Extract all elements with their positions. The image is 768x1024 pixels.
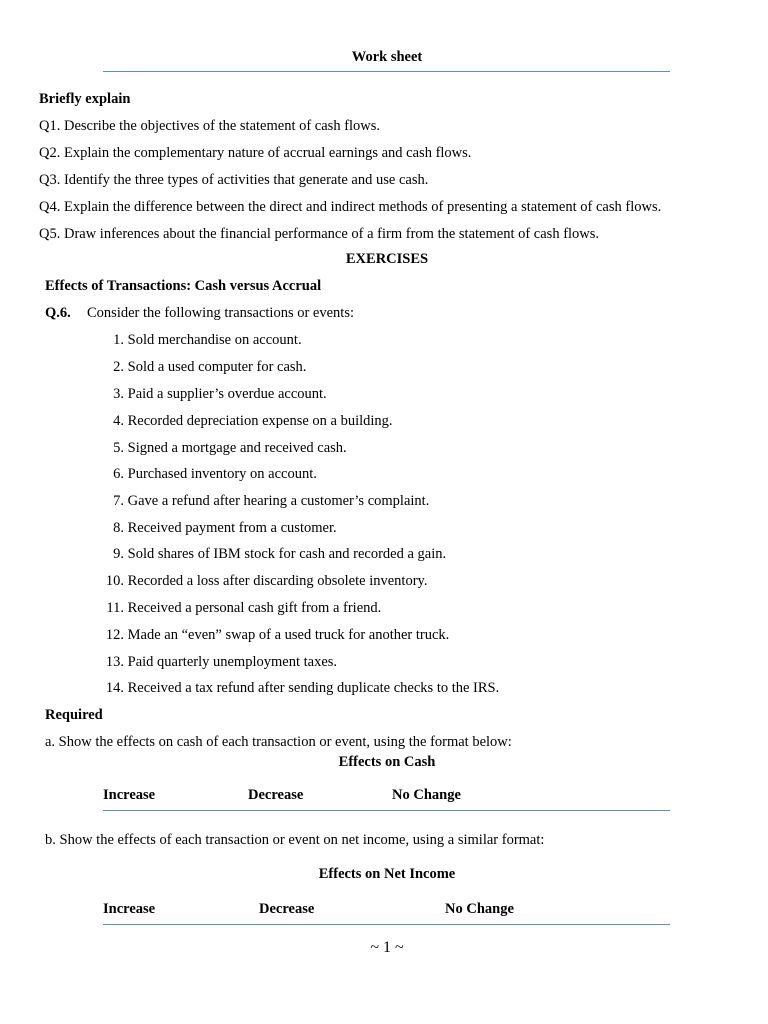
list-item-text: Signed a mortgage and received cash. <box>127 440 347 456</box>
cash-col-decrease: Decrease <box>248 787 304 803</box>
question-5: Q5. Draw inferences about the financial performance of a firm from the statement of cash flows. <box>39 226 600 242</box>
list-item-text: Recorded depreciation expense on a building. <box>127 413 393 429</box>
briefly-heading: Briefly explain <box>39 91 131 107</box>
list-item-text: Recorded a loss after discarding obsolete inventory. <box>127 573 428 589</box>
question-1: Q1. Describe the objectives of the statement of cash flows. <box>39 118 381 134</box>
q6-label: Q.6. <box>45 305 71 321</box>
list-item-number: 1. <box>113 332 124 348</box>
title-divider <box>103 71 670 72</box>
question-2: Q2. Explain the complementary nature of accrual earnings and cash flows. <box>39 145 472 161</box>
cash-table-title: Effects on Cash <box>338 754 436 770</box>
list-item-number: 5. <box>113 440 124 456</box>
list-item-text: Made an “even” swap of a used truck for another truck. <box>127 627 450 643</box>
income-col-decrease: Decrease <box>259 901 315 917</box>
list-item-number: 9. <box>113 546 124 562</box>
list-item-number: 14. <box>105 680 124 696</box>
page-title: Work sheet <box>351 49 423 65</box>
list-item-number: 10. <box>105 573 124 589</box>
page-number: ~ 1 ~ <box>370 939 404 956</box>
required-b-text: b. Show the effects of each transaction or event on net income, using a similar format: <box>45 832 545 848</box>
list-item-text: Sold merchandise on account. <box>127 332 302 348</box>
list-item-text: Paid quarterly unemployment taxes. <box>127 654 338 670</box>
list-item-number: 6. <box>113 466 124 482</box>
income-col-no-change: No Change <box>445 901 514 917</box>
cash-col-no-change: No Change <box>392 787 461 803</box>
list-item-text: Sold shares of IBM stock for cash and recorded a gain. <box>127 546 447 562</box>
list-item <box>102 493 429 510</box>
list-item <box>102 573 427 590</box>
exercises-subheading: Effects of Transactions: Cash versus Accrual <box>45 278 322 294</box>
income-table-title: Effects on Net Income <box>318 866 456 882</box>
list-item <box>102 600 381 617</box>
list-item-number: 11. <box>106 600 124 616</box>
required-a-text: a. Show the effects on cash of each transaction or event, using the format below: <box>45 734 512 750</box>
list-item-text: Received payment from a customer. <box>127 520 337 536</box>
required-heading: Required <box>45 707 103 723</box>
list-item-text: Received a personal cash gift from a friend. <box>127 600 382 616</box>
list-item <box>102 359 306 376</box>
list-item-text: Gave a refund after hearing a customer’s complaint. <box>127 493 430 509</box>
income-table-divider <box>103 924 670 925</box>
list-item <box>102 386 327 403</box>
list-item-text: Received a tax refund after sending duplicate checks to the IRS. <box>127 680 500 696</box>
cash-table-divider <box>103 810 670 811</box>
list-item-number: 12. <box>105 627 124 643</box>
income-col-increase: Increase <box>103 901 156 917</box>
list-item <box>102 654 337 671</box>
list-item-number: 13. <box>105 654 124 670</box>
q6-text: Consider the following transactions or events: <box>87 305 354 321</box>
list-item <box>102 680 499 697</box>
list-item-number: 2. <box>113 359 124 375</box>
list-item <box>102 546 446 563</box>
question-4: Q4. Explain the difference between the direct and indirect methods of presenting a statement of cash flows. <box>39 199 662 215</box>
list-item-number: 4. <box>113 413 124 429</box>
list-item <box>102 332 302 349</box>
list-item-number: 7. <box>113 493 124 509</box>
list-item-number: 3. <box>113 386 124 402</box>
list-item-text: Paid a supplier’s overdue account. <box>127 386 327 402</box>
list-item <box>102 520 337 537</box>
list-item-text: Sold a used computer for cash. <box>127 359 307 375</box>
list-item-text: Purchased inventory on account. <box>127 466 317 482</box>
list-item <box>102 413 393 430</box>
list-item <box>102 627 449 644</box>
list-item-number: 8. <box>113 520 124 536</box>
exercises-heading: EXERCISES <box>345 251 429 267</box>
cash-col-increase: Increase <box>103 787 156 803</box>
question-3: Q3. Identify the three types of activities that generate and use cash. <box>39 172 429 188</box>
list-item <box>102 440 347 457</box>
list-item <box>102 466 317 483</box>
